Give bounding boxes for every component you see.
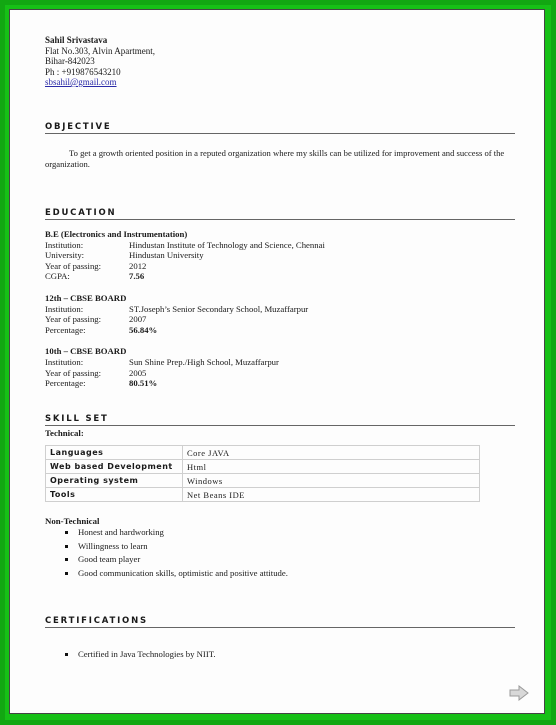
edu-row xyxy=(45,325,515,336)
edu-row xyxy=(45,250,515,261)
edu-value: 80.51% xyxy=(129,378,158,389)
education-block-10th xyxy=(45,346,515,388)
certifications-heading: CERTIFICATIONS xyxy=(45,616,515,628)
edu-key: Year of passing: xyxy=(45,314,102,325)
edu-key: Institution: xyxy=(45,303,84,314)
edu-key: University: xyxy=(45,250,85,261)
edu-row xyxy=(45,368,515,379)
objective-heading: OBJECTIVE xyxy=(45,122,515,134)
skill-key: Tools xyxy=(46,488,183,502)
education-block-be xyxy=(45,229,515,282)
education-heading: EDUCATION xyxy=(45,208,515,220)
table-row xyxy=(46,474,480,488)
degree-title: 12th – CBSE BOARD xyxy=(45,292,127,303)
certifications-list xyxy=(45,648,515,662)
objective-section xyxy=(45,122,515,170)
skill-key: Languages xyxy=(46,446,183,460)
education-block-12th xyxy=(45,293,515,335)
skill-value: Windows xyxy=(183,474,480,488)
list-item: Certified in Java Technologies by NIIT. xyxy=(65,648,515,662)
list-item: Good team player xyxy=(65,553,515,567)
edu-row xyxy=(45,271,515,282)
skill-key: Web based Development xyxy=(46,460,183,474)
edu-row xyxy=(45,314,515,325)
next-arrow-icon[interactable] xyxy=(509,685,529,701)
edu-row xyxy=(45,378,515,389)
edu-row xyxy=(45,261,515,272)
edu-value: ST.Joseph’s Senior Secondary School, Muzaffarpur xyxy=(129,303,309,314)
candidate-name: Sahil Srivastava xyxy=(45,35,108,45)
contact-block xyxy=(45,35,515,88)
education-section xyxy=(45,208,515,389)
edu-key: Year of passing: xyxy=(45,260,102,271)
edu-value: 2005 xyxy=(129,367,147,378)
degree-title: B.E (Electronics and Instrumentation) xyxy=(45,229,188,239)
edu-key: Institution: xyxy=(45,356,84,367)
edu-row xyxy=(45,357,515,368)
objective-text: To get a growth oriented position in a reputed organization where my skills can be utilized for improvement and success of the organization. xyxy=(45,148,505,169)
edu-value: 7.56 xyxy=(129,271,145,282)
technical-label: Technical: xyxy=(45,428,84,438)
degree-title: 10th – CBSE BOARD xyxy=(45,346,127,357)
skills-heading: SKILL SET xyxy=(45,414,515,426)
skill-value: Html xyxy=(183,460,480,474)
email-link[interactable]: sbsahil@gmail.com xyxy=(45,77,117,87)
edu-value: 56.84% xyxy=(129,324,158,335)
resume-page xyxy=(9,9,545,714)
address-line-1: Flat No.303, Alvin Apartment, xyxy=(45,45,155,56)
edu-value: Hindustan University xyxy=(129,250,204,261)
edu-key: CGPA: xyxy=(45,271,70,282)
phone: Ph : +919876543210 xyxy=(45,66,121,77)
nontechnical-list xyxy=(45,526,515,580)
edu-key: Institution: xyxy=(45,239,84,250)
skill-value: Core JAVA xyxy=(183,446,480,460)
nontechnical-label: Non-Technical xyxy=(45,516,100,526)
edu-value: Sun Shine Prep./High School, Muzaffarpur xyxy=(129,356,279,367)
edu-value: 2007 xyxy=(129,314,147,325)
certifications-section xyxy=(45,616,515,662)
edu-row xyxy=(45,304,515,315)
address-line-2: Bihar-842023 xyxy=(45,56,95,66)
edu-value: Hindustan Institute of Technology and Science, Chennai xyxy=(129,239,325,250)
skill-key: Operating system xyxy=(46,474,183,488)
table-row xyxy=(46,446,480,460)
skills-table xyxy=(45,445,480,502)
edu-value: 2012 xyxy=(129,260,147,271)
edu-row xyxy=(45,240,515,251)
table-row xyxy=(46,488,480,502)
edu-key: Year of passing: xyxy=(45,367,102,378)
table-row xyxy=(46,460,480,474)
skills-section xyxy=(45,414,515,580)
list-item: Honest and hardworking xyxy=(65,526,515,540)
edu-key: Percentage: xyxy=(45,378,86,389)
edu-key: Percentage: xyxy=(45,324,86,335)
list-item: Good communication skills, optimistic and positive attitude. xyxy=(65,567,515,581)
list-item: Willingness to learn xyxy=(65,540,515,554)
skill-value: Net Beans IDE xyxy=(183,488,480,502)
